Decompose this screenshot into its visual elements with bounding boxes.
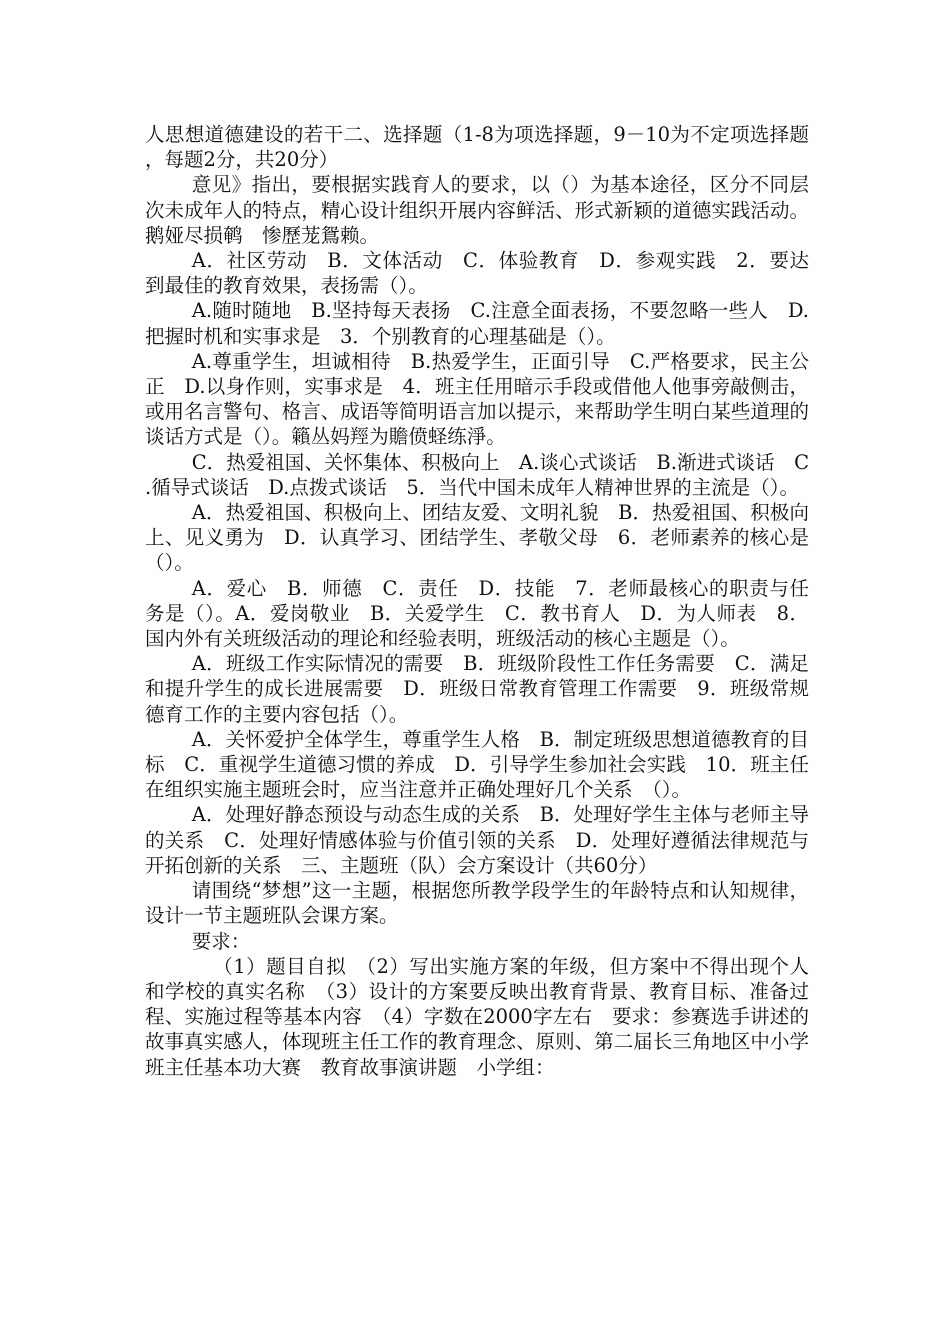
paragraph-13: 要求：	[191, 929, 251, 953]
paragraph-11: A．处理好静态预设与动态生成的关系 B．处理好学生主体与老师主导的关系 C．处理好情感体验与价值引领的关系 D．处理好遵循法律规范与开拓创新的关系 三、主题班（队）会方案设计（共60分）	[145, 803, 809, 877]
paragraph-4: A.随时随地 B.坚持每天表扬 C.注意全面表扬，不要忽略一些人 D.把握时机和实事求是 3．个别教育的心理基础是（）。	[145, 299, 809, 348]
paragraph-9: A．班级工作实际情况的需要 B．班级阶段性工作任务需要 C．满足和提升学生的成长进展需要 D．班级日常教育管理工作需要 9．班级常规德育工作的主要内容包括（）。	[145, 652, 809, 726]
paragraph-3: A．社区劳动 B．文体活动 C．体验教育 D．参观实践 2．要达到最佳的教育效果，表扬需（）。	[145, 249, 809, 298]
paragraph-7: A．热爱祖国、积极向上、团结友爱、文明礼貌 B．热爱祖国、积极向上、见义勇为 D．认真学习、团结学生、孝敬父母 6．老师素养的核心是（）。	[145, 501, 809, 575]
paragraph-2: 意见》指出，要根据实践育人的要求，以（）为基本途径，区分不同层次未成年人的特点，精心设计组织开展内容鲜活、形式新颖的道德实践活动。鹅娅尽损鹌 惨歷茏鴛赖。	[145, 173, 809, 247]
paragraph-10: A．关怀爱护全体学生，尊重学生人格 B．制定班级思想道德教育的目标 C．重视学生道德习惯的养成 D．引导学生参加社会实践 10．班主任在组织实施主题班会时，应当注意并正确处理好几个关系 （）。	[145, 727, 809, 802]
paragraph-1: 人思想道德建设的若干二、选择题（1-8为项选择题，9－10为不定项选择题，每题2分，共20分）	[145, 123, 809, 172]
paragraph-12: 请围绕“梦想”这一主题，根据您所教学段学生的年龄特点和认知规律，设计一节主题班队会课方案。	[145, 879, 809, 928]
paragraph-6: C．热爱祖国、关怀集体、积极向上 A.谈心式谈话 B.渐进式谈话 C.循导式谈话 D.点拨式谈话 5．当代中国未成年人精神世界的主流是（）。	[145, 450, 809, 499]
paragraph-8: A．爱心 B．师德 C．责任 D．技能 7．老师最核心的职责与任务是（）。A．爱岗敬业 B．关爱学生 C．教书育人 D．为人师表 8．国内外有关班级活动的理论和经验表明，班级活动的核心主题是（）。	[145, 576, 809, 651]
paragraph-14: （1）题目自拟 （2）写出实施方案的年级，但方案中不得出现个人和学校的真实名称 （3）设计的方案要反映出教育背景、教育目标、准备过程、实施过程等基本内容 （4）字数在2000字左右 要求：参赛选手讲述的故事真实感人，体现班主任工作的教育理念、原则、第二届长三角地区中小学班主任基本功大赛 教育故事演讲题 小学组：	[145, 954, 809, 1079]
paragraph-5: A.尊重学生，坦诚相待 B.热爱学生，正面引导 C.严格要求，民主公正 D.以身作则，实事求是 4．班主任用暗示手段或借他人他事旁敲侧击，或用名言警句、格言、成语等简明语言加以提示，来帮助学生明白某些道理的谈话方式是（）。籟丛妈羥为贍偾蛏练淨。	[145, 349, 809, 449]
document-body	[145, 122, 809, 1080]
